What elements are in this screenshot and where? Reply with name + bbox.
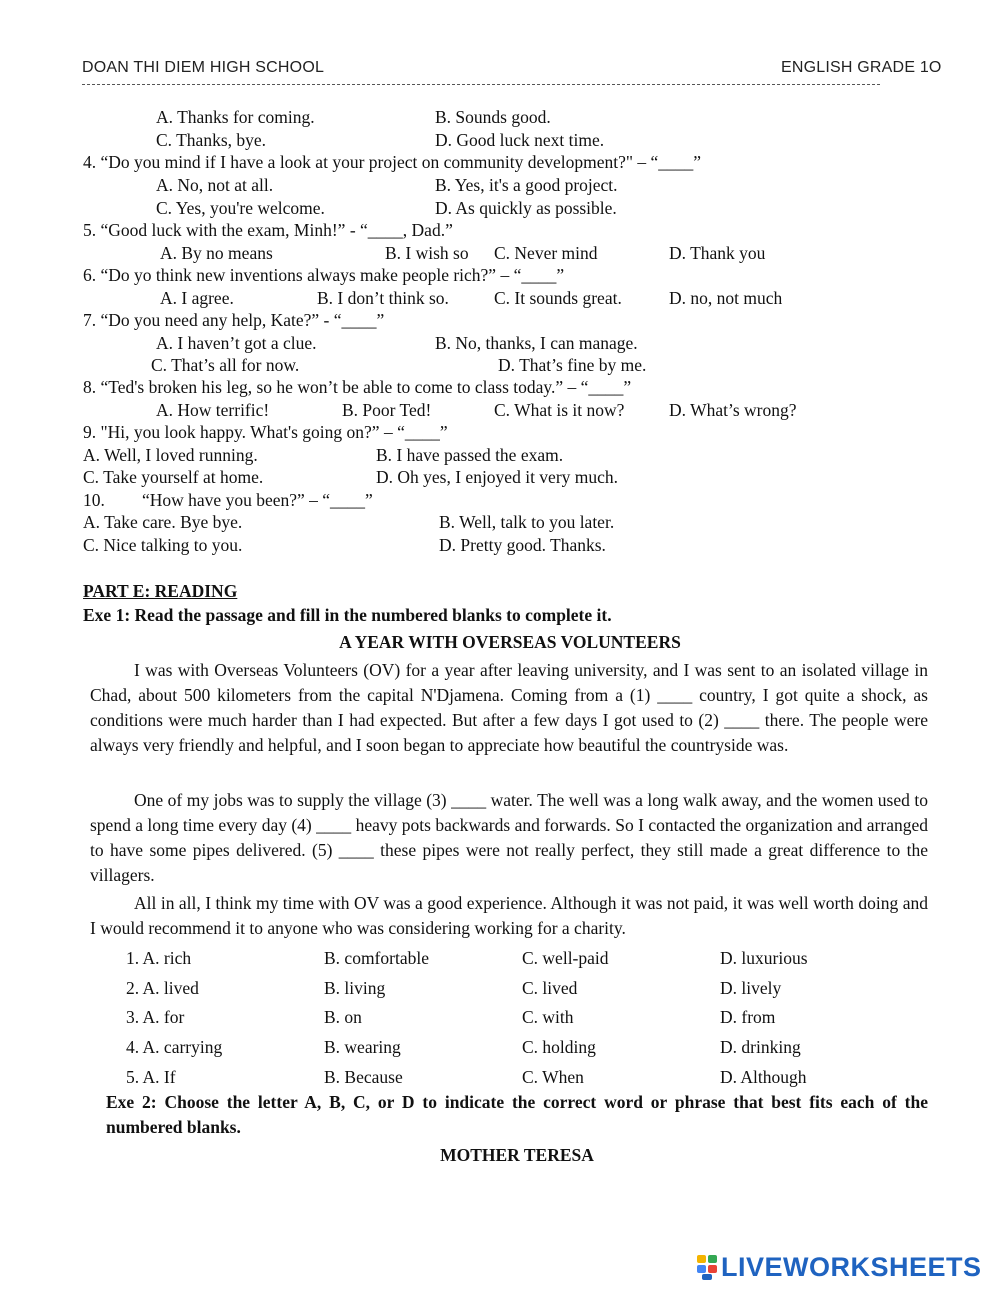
choice-5a: 5. A. If <box>126 1067 176 1087</box>
q4-option-b: B. Yes, it's a good project. <box>435 175 618 195</box>
q4-option-d: D. As quickly as possible. <box>435 198 617 218</box>
passage-paragraph-3: All in all, I think my time with OV was a good experience. Although it was not paid, it was well worth doing and I would recommend it to anyone who was considering working for a charity. <box>90 893 928 938</box>
subject-name: ENGLISH GRADE 1O <box>781 59 942 76</box>
choice-1b: B. comfortable <box>324 948 429 968</box>
q6-option-b: B. I don’t think so. <box>317 288 449 308</box>
part-title: PART E: READING <box>83 581 238 601</box>
logo-text: LIVEWORKSHEETS <box>721 1252 982 1282</box>
choice-4b: B. wearing <box>324 1037 401 1057</box>
q4-option-c: C. Yes, you're welcome. <box>156 198 325 218</box>
choice-3d: D. from <box>720 1007 776 1027</box>
choice-2d: D. lively <box>720 978 782 998</box>
choice-4a: 4. A. carrying <box>126 1037 223 1057</box>
q9-option-d: D. Oh yes, I enjoyed it very much. <box>376 467 619 487</box>
passage-paragraph-1: I was with Overseas Volunteers (OV) for a year after leaving university, and I was sent to an isolated village in Chad, about 500 kilometers from the capital N'Djamena. Coming from a (1) ____ country, I got quite a shock, as conditions were much harder than I had expected. But after a few days I got used to (2) ____ there. The people were always very friendly and helpful, and I soon began to appreciate how beautiful the countryside was. <box>90 660 928 755</box>
q4-question: 4. “Do you mind if I have a look at your project on community development?" – “____” <box>83 152 702 172</box>
q3-option-c: C. Thanks, bye. <box>156 130 267 150</box>
q10-option-b: B. Well, talk to you later. <box>439 512 615 532</box>
choice-1c: C. well-paid <box>522 948 609 968</box>
q3-option-d: D. Good luck next time. <box>435 130 605 150</box>
q7-option-b: B. No, thanks, I can manage. <box>435 333 638 353</box>
liveworksheets-logo[interactable] <box>697 1252 982 1283</box>
q3-option-a: A. Thanks for coming. <box>156 107 315 127</box>
q6-option-c: C. It sounds great. <box>494 288 622 308</box>
choice-5c: C. When <box>522 1067 584 1087</box>
q7-question: 7. “Do you need any help, Kate?” - “____” <box>83 310 385 330</box>
logo-icon <box>697 1255 717 1281</box>
choice-3b: B. on <box>324 1007 362 1027</box>
choice-2c: C. lived <box>522 978 578 998</box>
q5-option-c: C. Never mind <box>494 243 598 263</box>
q8-option-b: B. Poor Ted! <box>342 400 432 420</box>
passage-paragraph-2: One of my jobs was to supply the village (3) ____ water. The well was a long walk away, and the women used to spend a long time every day (4) ____ heavy pots backwards and forwards. So I contacted the organization and arranged to have some pipes delivered. (5) ____ these pipes were not really perfect, they still made a great difference to the villagers. <box>90 790 928 885</box>
choice-4d: D. drinking <box>720 1037 801 1057</box>
q6-option-d: D. no, not much <box>669 288 783 308</box>
q10-number: 10. <box>83 490 105 510</box>
q5-question: 5. “Good luck with the exam, Minh!” - “____, Dad.” <box>83 220 453 240</box>
school-name: DOAN THI DIEM HIGH SCHOOL <box>82 59 325 76</box>
choice-5b: B. Because <box>324 1067 403 1087</box>
q7-option-d: D. That’s fine by me. <box>498 355 647 375</box>
q3-option-b: B. Sounds good. <box>435 107 551 127</box>
choice-1a: 1. A. rich <box>126 948 192 968</box>
q9-option-c: C. Take yourself at home. <box>83 467 264 487</box>
q10-option-a: A. Take care. Bye bye. <box>83 512 243 532</box>
q8-option-a: A. How terrific! <box>156 400 270 420</box>
q5-option-d: D. Thank you <box>669 243 766 263</box>
q9-option-b: B. I have passed the exam. <box>376 445 564 465</box>
q8-option-c: C. What is it now? <box>494 400 625 420</box>
passage-title: A YEAR WITH OVERSEAS VOLUNTEERS <box>339 632 681 652</box>
q4-option-a: A. No, not at all. <box>156 175 274 195</box>
q9-question: 9. "Hi, you look happy. What's going on?” – “____” <box>83 422 448 442</box>
q5-option-b: B. I wish so <box>385 243 469 263</box>
choice-1d: D. luxurious <box>720 948 808 968</box>
choice-3c: C. with <box>522 1007 574 1027</box>
choice-2b: B. living <box>324 978 386 998</box>
choice-3a: 3. A. for <box>126 1007 185 1027</box>
choice-4c: C. holding <box>522 1037 596 1057</box>
header-divider <box>82 84 880 85</box>
exercise-1-instruction: Exe 1: Read the passage and fill in the numbered blanks to complete it. <box>83 605 612 625</box>
q8-option-d: D. What’s wrong? <box>669 400 797 420</box>
choice-2a: 2. A. lived <box>126 978 199 998</box>
q6-question: 6. “Do yo think new inventions always make people rich?” – “____” <box>83 265 565 285</box>
q10-option-d: D. Pretty good. Thanks. <box>439 535 606 555</box>
q8-question: 8. “Ted's broken his leg, so he won’t be able to come to class today.” – “____” <box>83 377 632 397</box>
q10-option-c: C. Nice talking to you. <box>83 535 243 555</box>
q6-option-a: A. I agree. <box>160 288 234 308</box>
q10-question: “How have you been?” – “____” <box>142 490 373 510</box>
choice-5d: D. Although <box>720 1067 807 1087</box>
exercise-2-instruction: Exe 2: Choose the letter A, B, C, or D to indicate the correct word or phrase that best fits each of the numbered blanks. <box>106 1092 928 1137</box>
q7-option-a: A. I haven’t got a clue. <box>156 333 317 353</box>
passage-2-title: MOTHER TERESA <box>440 1145 594 1165</box>
q7-option-c: C. That’s all for now. <box>151 355 300 375</box>
q5-option-a: A. By no means <box>160 243 273 263</box>
q9-option-a: A. Well, I loved running. <box>83 445 258 465</box>
